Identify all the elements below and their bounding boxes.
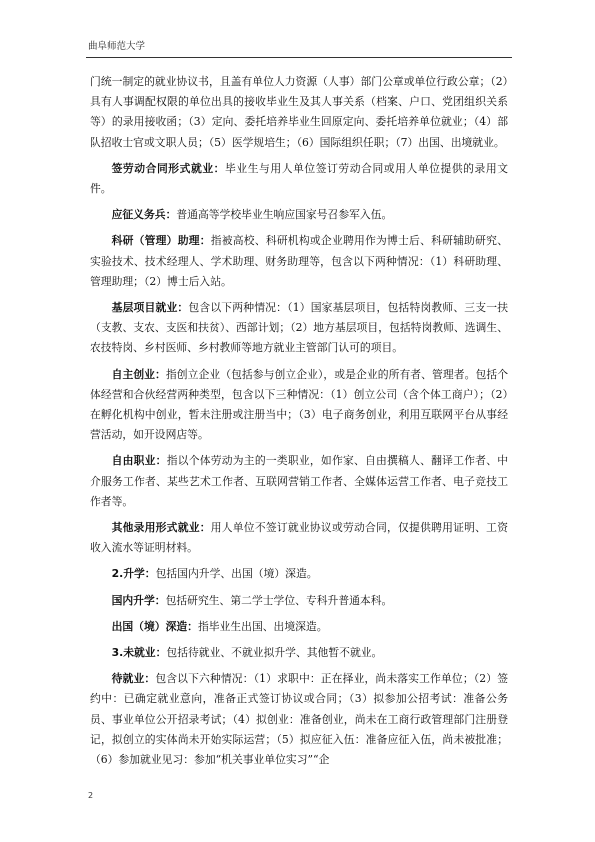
body-text xyxy=(90,72,508,776)
paragraph xyxy=(90,669,508,770)
paragraph-text: 包括研究生、第二学士学位、专科升普通本科。 xyxy=(165,593,393,607)
paragraph-text: 指被高校、科研机构或企业聘用作为博士后、科研辅助研究、实验技术、技术经理人、学术助理、财务助理等，包含以下两种情况：（1）科研助理、管理助理；（2）博士后入站。 xyxy=(90,234,508,288)
paragraph-text: 包括待就业、不就业拟升学、其他暂不就业。 xyxy=(166,646,383,660)
paragraph-text: 包含以下六种情况：（1）求职中：正在择业，尚未落实工作单位；（2）签约中：已确定就业意向，准备正式签订协议或合同；（3）拟参加公招考试：准备公务员、事业单位公开招录考试；（4）拟创业：准备创业，尚未在工商行政管理部门注册登记，拟创立的实体尚未开始实际运营；（5）拟应征入伍：准备应征入伍，尚未被批准；（6）参加就业见习：参加“机关事业单位实习”“企 xyxy=(90,672,509,767)
term-label: 自主创业： xyxy=(111,367,166,381)
term-label: 签劳动合同形式就业： xyxy=(111,161,226,175)
paragraph-text: 包含以下两种情况：（1）国家基层项目，包括特岗教师、三支一扶（支教、支农、支医和扶贫）、西部计划；（2）地方基层项目，包括特岗教师、选调生、农技特岗、乡村医师、乡村教师等地方就业主管部门认可的项目。 xyxy=(90,301,509,355)
paragraph-text: 门统一制定的就业协议书，且盖有单位人力资源（人事）部门公章或单位行政公章；（2）具有人事调配权限的单位出具的接收毕业生及其人事关系（档案、户口、党团组织关系等）的录用接收函；（3）定向、委托培养毕业生回原定向、委托培养单位就业；（4）部队招收士官或文职人员；（5）医学规培生；（6）国际组织任职；（7）出国、出境就业。 xyxy=(90,75,508,149)
paragraph xyxy=(90,643,508,663)
paragraph xyxy=(90,451,508,512)
term-label: 应征义务兵： xyxy=(111,208,177,222)
paragraph xyxy=(90,231,508,292)
paragraph-text: 毕业生与用人单位签订劳动合同或用人单位提供的录用文件。 xyxy=(90,161,509,196)
term-label: 国内升学： xyxy=(111,593,166,607)
term-label: 出国（境）深造： xyxy=(111,619,198,633)
paragraph-text: 普通高等学校毕业生响应国家号召参军入伍。 xyxy=(176,208,393,222)
term-label: 科研（管理）助理： xyxy=(111,234,211,248)
term-label: 基层项目就业： xyxy=(111,301,189,315)
paragraph xyxy=(90,159,508,199)
paragraph xyxy=(90,72,508,153)
term-label: 其他录用形式就业： xyxy=(111,521,211,535)
running-header: 曲阜师范大学 xyxy=(88,41,146,52)
paragraph xyxy=(90,298,508,359)
header-rule xyxy=(86,57,512,58)
paragraph xyxy=(90,518,508,558)
term-label: 2.升学： xyxy=(111,567,156,581)
paragraph-text: 用人单位不签订就业协议或劳动合同，仅提供聘用证明、工资收入流水等证明材料。 xyxy=(90,521,508,555)
paragraph xyxy=(90,617,508,637)
paragraph-text: 包括国内升学、出国（境）深造。 xyxy=(155,567,318,581)
term-label: 待就业： xyxy=(111,672,156,686)
paragraph xyxy=(90,564,508,584)
term-label: 自由职业： xyxy=(111,454,167,468)
term-label: 3.未就业： xyxy=(111,646,167,660)
paragraph-text: 指毕业生出国、出境深造。 xyxy=(197,619,328,633)
paragraph xyxy=(90,365,508,446)
paragraph xyxy=(90,591,508,611)
paragraph-text: 指以个体劳动为主的一类职业，如作家、自由撰稿人、翻译工作者、中介服务工作者、某些艺术工作者、互联网营销工作者、全媒体运营工作者、电子竞技工作者等。 xyxy=(90,454,509,508)
paragraph-text: 指创立企业（包括参与创立企业），或是企业的所有者、管理者。包括个体经营和合伙经营两种类型，包含以下三种情况：（1）创立公司（含个体工商户）；（2）在孵化机构中创业，暂未注册或注册当中；（3）电子商务创业，利用互联网平台从事经营活动，如开设网店等。 xyxy=(90,367,508,442)
paragraph xyxy=(90,205,508,225)
page-number: 2 xyxy=(88,791,94,800)
